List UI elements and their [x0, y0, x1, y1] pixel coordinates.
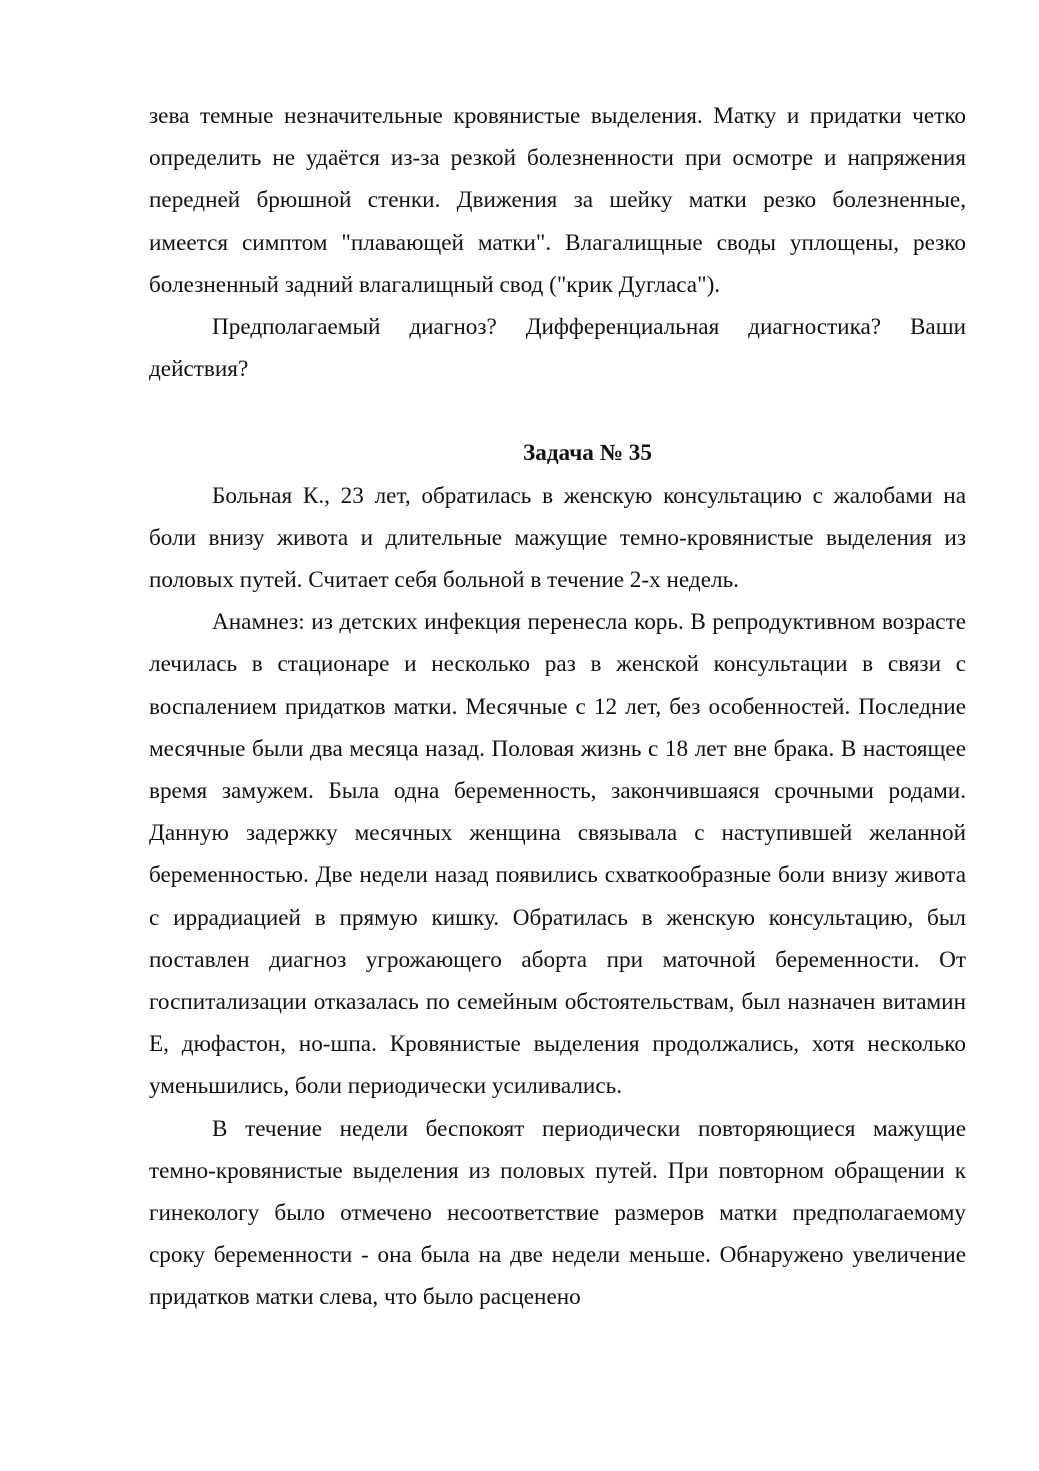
paragraph-exam-findings: зева темные незначительные кровянистые выделения. Матку и придатки четко определить не удаётся из-за резкой болезненности при осмотре и напряжения передней брюшной стенки. Движения за шейку матки резко болезненные, имеется симптом "плавающей матки". Влагалищные своды уплощены, резко болезненный задний влагалищный свод ("крик Дугласа").: [149, 103, 966, 298]
paragraph-current-state: В течение недели беспокоят периодически повторяющиеся мажущие темно-кровянистые выделения из половых путей. При повторном обращении к гинекологу было отмечено несоответствие размеров матки предполагаемому сроку беременности - она была на две недели меньше. Обнаружено увеличение придатков матки слева, что было расценено: [149, 1115, 966, 1311]
document-page: [149, 95, 966, 1319]
paragraph-anamnesis: Анамнез: из детских инфекция перенесла корь. В репродуктивном возрасте лечилась в стационаре и несколько раз в женской консультации в связи с воспалением придатков матки. Месячные с 12 лет, без особенностей. Последние месячные были два месяца назад. Половая жизнь с 18 лет вне брака. В настоящее время замужем. Была одна беременность, закончившаяся срочными родами. Данную задержку месячных женщина связывала с наступившей желанной беременностью. Две недели назад появились схваткообразные боли внизу живота с иррадиацией в прямую кишку. Обратилась в женскую консультацию, был поставлен диагноз угрожающего аборта при маточной беременности. От госпитализации отказалась по семейным обстоятельствам, был назначен витамин Е, дюфастон, но-шпа. Кровянистые выделения продолжались, хотя несколько уменьшились, боли периодически усиливались.: [149, 609, 966, 1100]
paragraph-complaints: Больная К., 23 лет, обратилась в женскую консультацию с жалобами на боли внизу живота и длительные мажущие темно-кровянистые выделения из половых путей. Считает себя больной в течение 2-х недель.: [149, 482, 966, 594]
paragraph-questions: Предполагаемый диагноз? Дифференциальная диагностика? Ваши действия?: [149, 314, 966, 383]
task-heading: Задача № 35: [523, 440, 652, 467]
